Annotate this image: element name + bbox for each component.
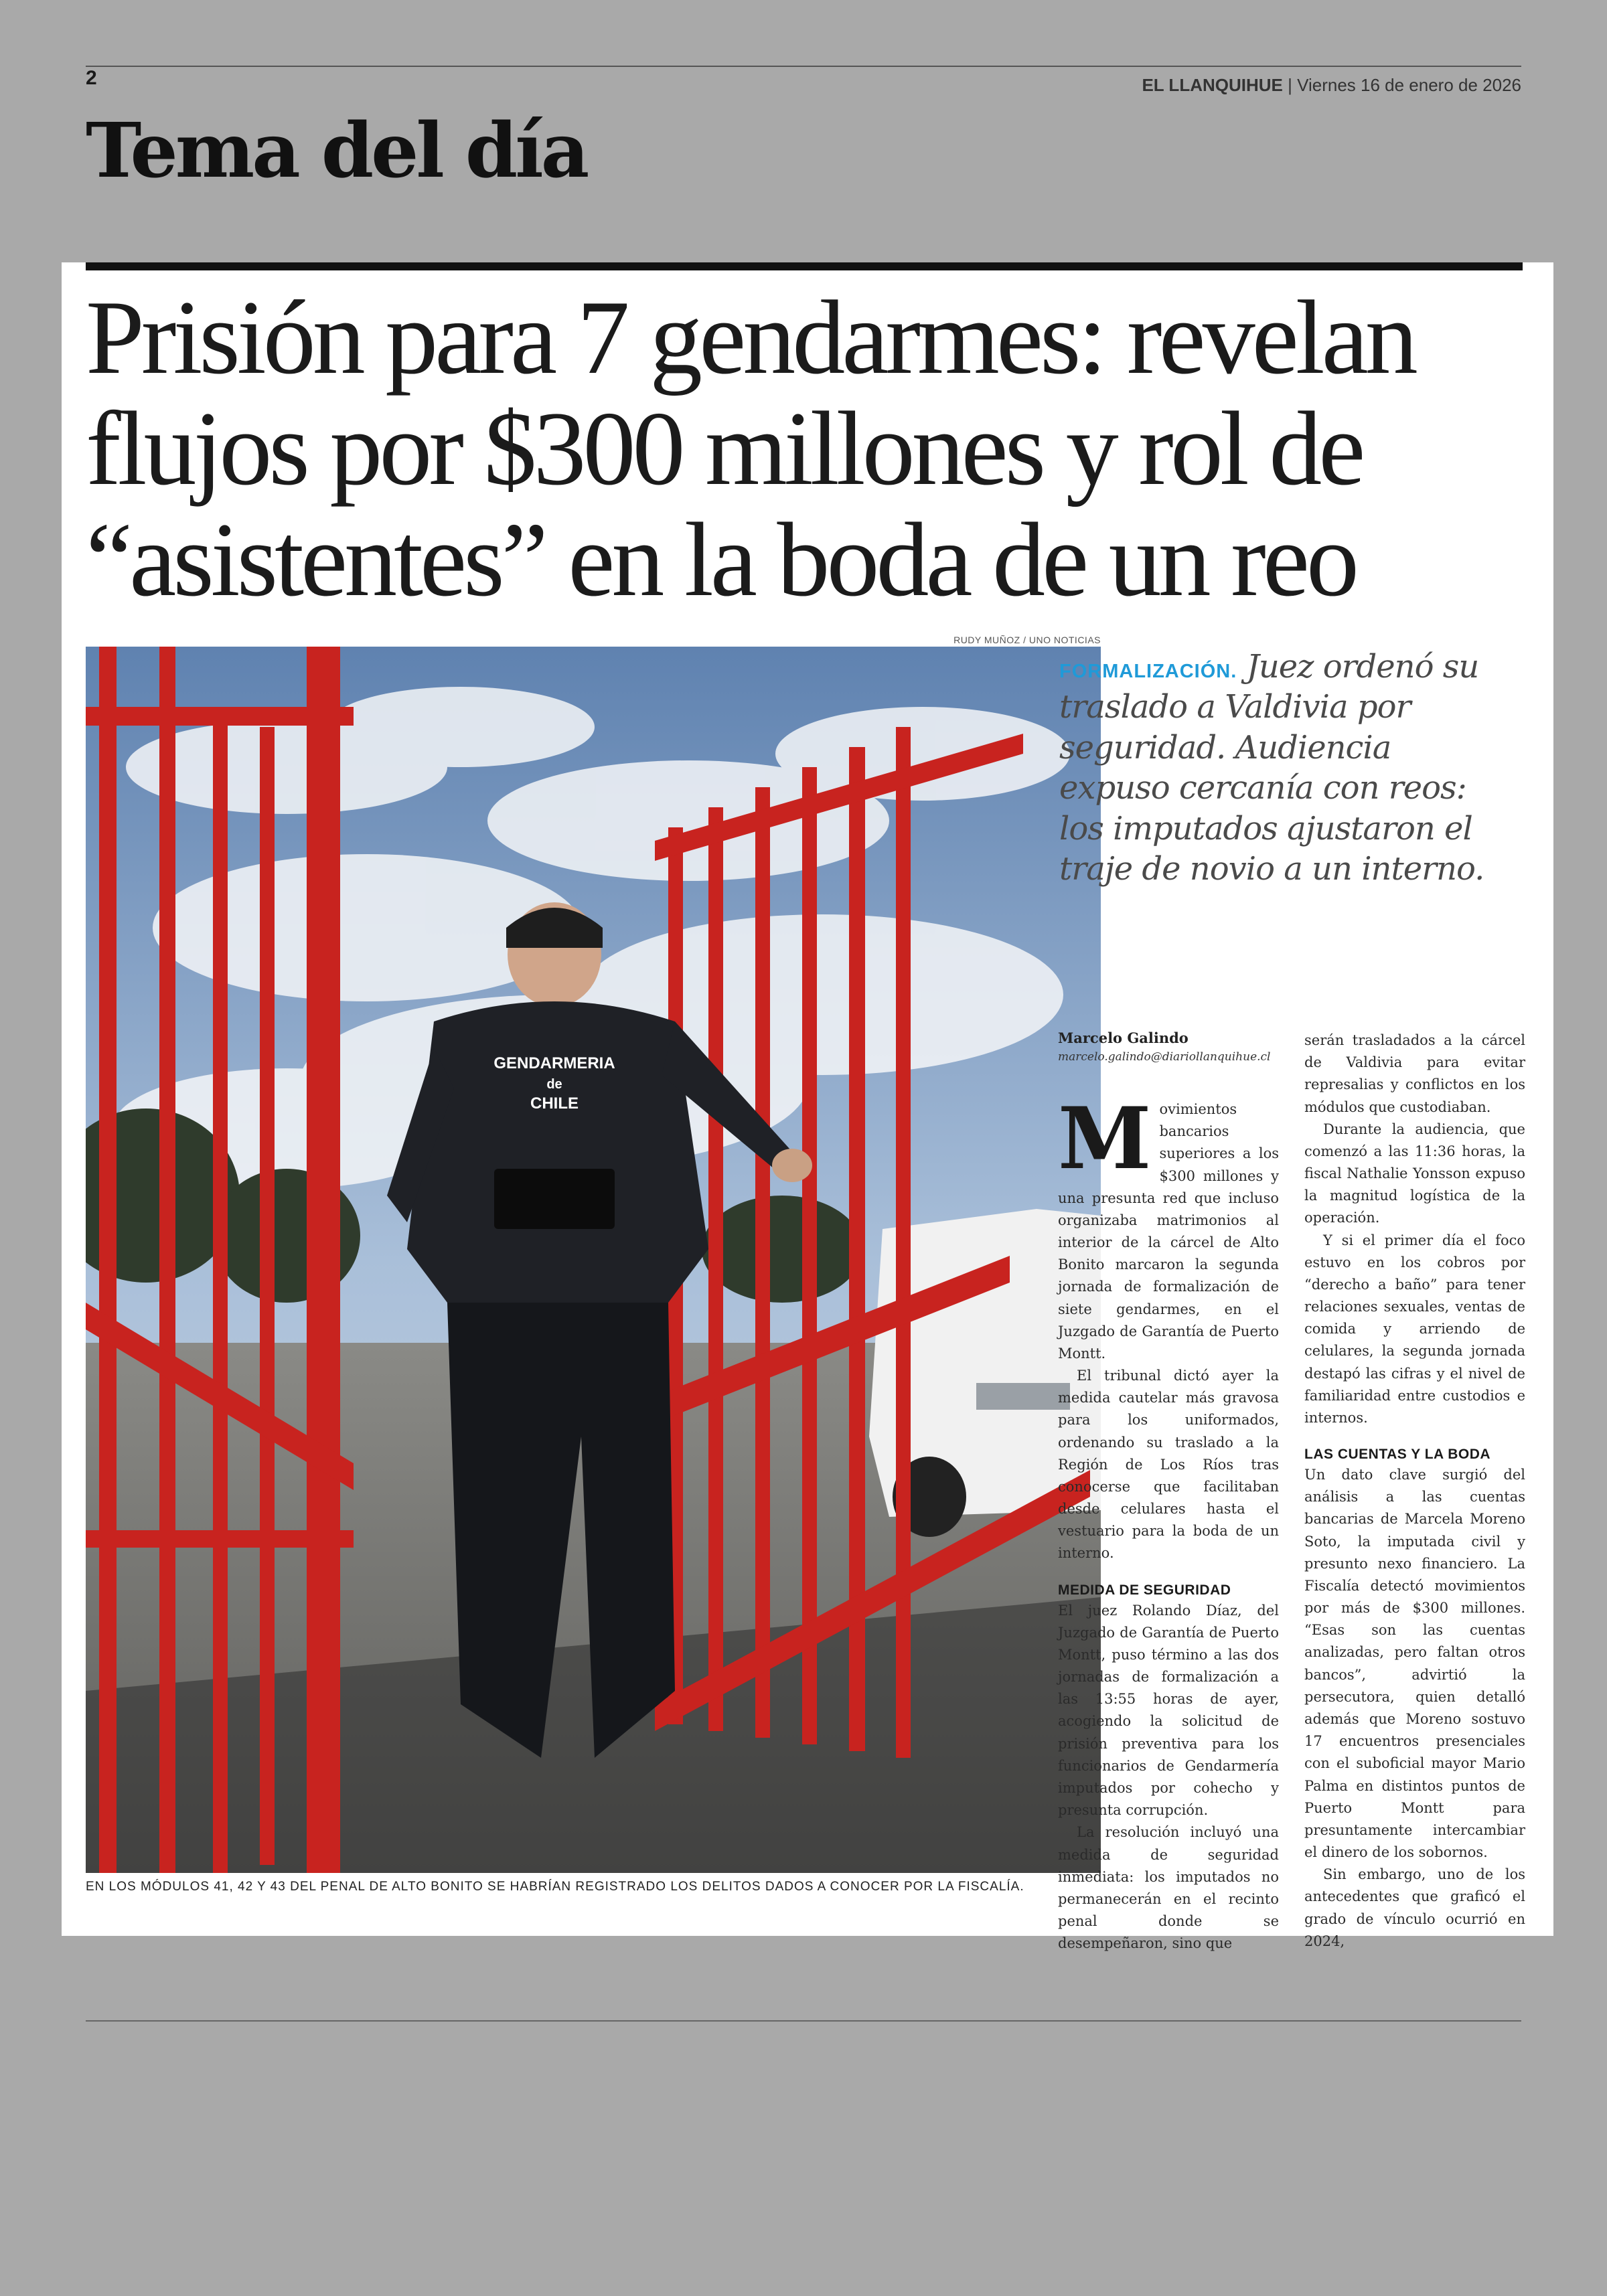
- deck-label: FORMALIZACIÓN.: [1059, 661, 1237, 682]
- photo-caption: EN LOS MÓDULOS 41, 42 Y 43 DEL PENAL DE ALTO BONITO SE HABRÍAN REGISTRADO LOS DELITOS DADOS A CONOCER POR LA FISCALÍA.: [86, 1880, 1024, 1894]
- top-rule: [86, 66, 1521, 67]
- paragraph-1: [1058, 1089, 1279, 1365]
- photo-credit: RUDY MUÑOZ / UNO NOTICIAS: [953, 635, 1101, 645]
- paragraph-2: El tribunal dictó ayer la medida cautelar más gravosa para los uniformados, ordenando su traslado a la Región de Los Ríos tras conocerse que facilitaban desde celulares hasta el vestuario para la boda de un interno.: [1058, 1368, 1279, 1562]
- paragraph-8: Un dato clave surgió del análisis a las cuentas bancarias de Marcela Moreno Soto, la imputada civil y presunto nexo financiero. La Fiscalía detectó movimientos por más de $300 millones. “Esas son las cuentas analizadas, pero faltan otros bancos”, advirtió la persecutora, quien detalló además que Moreno sostuvo 17 encuentros presenciales con el suboficial mayor Mario Palma en distintos puntos de Puerto Montt para presuntamente intercambiar el dinero de los sobornos.: [1304, 1467, 1525, 1861]
- page-number: 2: [86, 67, 97, 89]
- vest-text-1: GENDARMERIA: [493, 1054, 615, 1072]
- subhead-medida: MEDIDA DE SEGURIDAD: [1058, 1582, 1231, 1598]
- paragraph-6: Durante la audiencia, que comenzó a las 11:36 horas, la fiscal Nathalie Yonsson expuso la magnitud logística de la operación.: [1304, 1121, 1525, 1226]
- body-column-2: [1304, 1030, 1525, 1953]
- bottom-rule: [86, 2020, 1521, 2022]
- paragraph-4: La resolución incluyó una medida de seguridad inmediata: los imputados no permanecerán en el recinto penal donde se desempeñaron, sino que: [1058, 1824, 1279, 1952]
- author-email: marcelo.galindo@diariollanquihue.cl: [1058, 1050, 1271, 1064]
- masthead: [1142, 75, 1521, 96]
- paragraph-3: El juez Rolando Díaz, del Juzgado de Garantía de Puerto Montt, puso término a las dos jornadas de formalización a las 13:55 horas de ayer, acogiendo la solicitud de prisión preventiva para los funcionarios de Gendarmería imputados por cohecho y presunta corrupción.: [1058, 1602, 1279, 1819]
- section-title: Tema del día: [86, 107, 587, 195]
- photo-illustration: [86, 647, 1101, 1873]
- drop-cap: M: [1058, 1089, 1152, 1188]
- author-name: Marcelo Galindo: [1058, 1030, 1189, 1046]
- paragraph-7: Y si el primer día el foco estuvo en los cobros por “derecho a baño” para tener relaciones sexuales, ventas de comida y arriendo de celulares, la segunda jornada destapó las cifras y el nivel de familiaridad entre custodios e internos.: [1304, 1232, 1525, 1426]
- article-photo: [86, 647, 1101, 1873]
- issue-date: | Viernes 16 de enero de 2026: [1288, 75, 1521, 95]
- deck-text: Juez ordenó su traslado a Valdivia por seguridad. Audiencia expuso cercanía con reos: los imputados ajustaron el traje de novio a un interno.: [1059, 648, 1484, 888]
- article-top-rule: [86, 262, 1523, 270]
- article-headline: Prisión para 7 gendarmes: revelan flujos por $300 millones y rol de “asistentes” en la boda de un reo: [86, 279, 1415, 619]
- subhead-cuentas: LAS CUENTAS Y LA BODA: [1304, 1447, 1491, 1463]
- paragraph-1-text: ovimientos bancarios superiores a los $300 millones y una presunta red que incluso organizaba matrimonios al interior de la cárcel de Alto Bonito marcaron la segunda jornada de formalización de siete gendarmes, en el Juzgado de Garantía de Puerto Montt.: [1058, 1101, 1279, 1362]
- paragraph-5: serán trasladados a la cárcel de Valdivia para evitar represalias y conflictos en los módulos que custodiaban.: [1304, 1032, 1525, 1115]
- vest-text-3: CHILE: [530, 1094, 579, 1113]
- article-deck: [1059, 647, 1495, 890]
- paragraph-9: Sin embargo, uno de los antecedentes que graficó el grado de vínculo ocurrió en 2024,: [1304, 1866, 1525, 1949]
- newspaper-name: EL LLANQUIHUE: [1142, 75, 1283, 95]
- vest-text-2: de: [546, 1077, 562, 1092]
- article-card: [62, 262, 1553, 1952]
- body-column-1: [1058, 1030, 1279, 1955]
